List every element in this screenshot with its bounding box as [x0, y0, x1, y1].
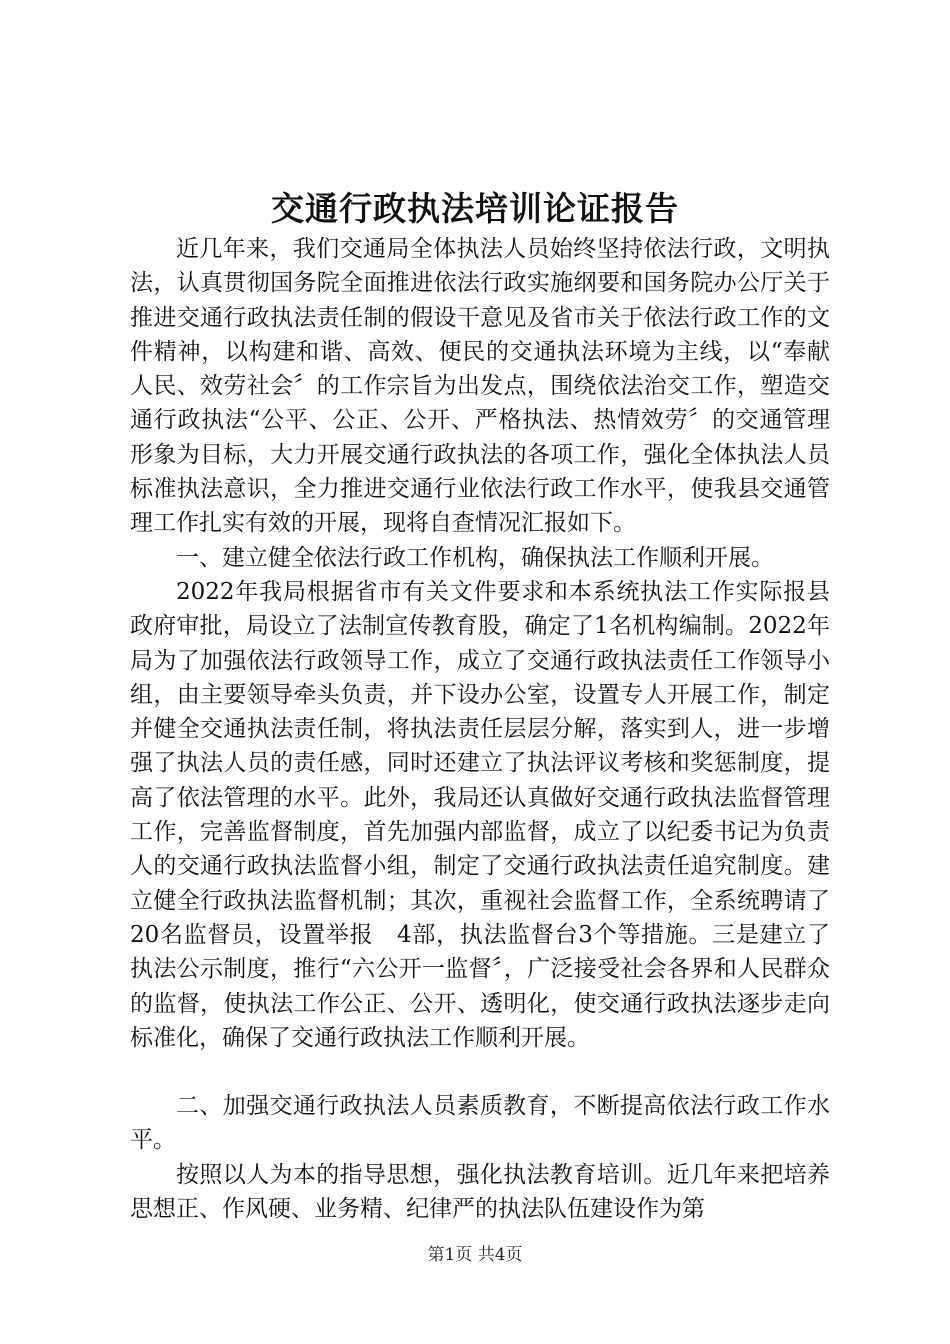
document-title: 交通行政执法培训论证报告: [271, 189, 679, 228]
section-heading-2: 二、加强交通行政执法人员素质教育，不断提高依法行政工作水平。: [130, 1093, 830, 1154]
document-body: [130, 232, 830, 1226]
paragraph-spacer: [130, 1055, 830, 1089]
paragraph-section-1: 2022年我局根据省市有关文件要求和本系统执法工作实际报县政府审批，局设立了法制宣传教育股，确定了1名机构编制。2022年局为了加强依法行政领导工作，成立了交通行政执法责任工作领导小组，由主要领导牵头负责，并下设办公室，设置专人开展工作，制定并健全交通执法责任制，将执法责任层层分解，落实到人，进一步增强了执法人员的责任感，同时还建立了执法评议考核和奖惩制度，提高了依法管理的水平。此外，我局还认真做好交通行政执法监督管理工作，完善监督制度，首先加强内部监督，成立了以纪委书记为负责人的交通行政执法监督小组，制定了交通行政执法责任追究制度。建立健全行政执法监督机制；其次，重视社会监督工作，全系统聘请了20名监督员，设置举报 4部，执法监督台3个等措施。三是建立了执法公示制度，推行“六公开一监督〞，广泛接受社会各界和人民群众的监督，使执法工作公正、公开、透明化，使交通行政执法逐步走向标准化，确保了交通行政执法工作顺利开展。: [130, 578, 830, 1051]
paragraph-section-2: 按照以人为本的指导思想，强化执法教育培训。近几年来把培养思想正、作风硬、业务精、纪律严的执法队伍建设作为第: [130, 1161, 830, 1223]
page-number-footer: 第1页 共4页: [427, 1245, 523, 1265]
paragraph-intro: 近几年来，我们交通局全体执法人员始终坚持依法行政，文明执法，认真贯彻国务院全面推进依法行政实施纲要和国务院办公厅关于推进交通行政执法责任制的假设干意见及省市关于依法行政工作的文件精神，以构建和谐、高效、便民的交通执法环境为主线，以“奉献人民、效劳社会〞的工作宗旨为出发点，围绕依法治交工作，塑造交通行政执法“公平、公正、公开、严格执法、热情效劳〞的交通管理形象为目标，大力开展交通行政执法的各项工作，强化全体执法人员标准执法意识，全力推进交通行业依法行政工作水平，使我县交通管理工作扎实有效的开展，现将自查情况汇报如下。: [130, 236, 830, 537]
section-heading-1: 一、建立健全依法行政工作机构，确保执法工作顺利开展。: [176, 544, 774, 571]
